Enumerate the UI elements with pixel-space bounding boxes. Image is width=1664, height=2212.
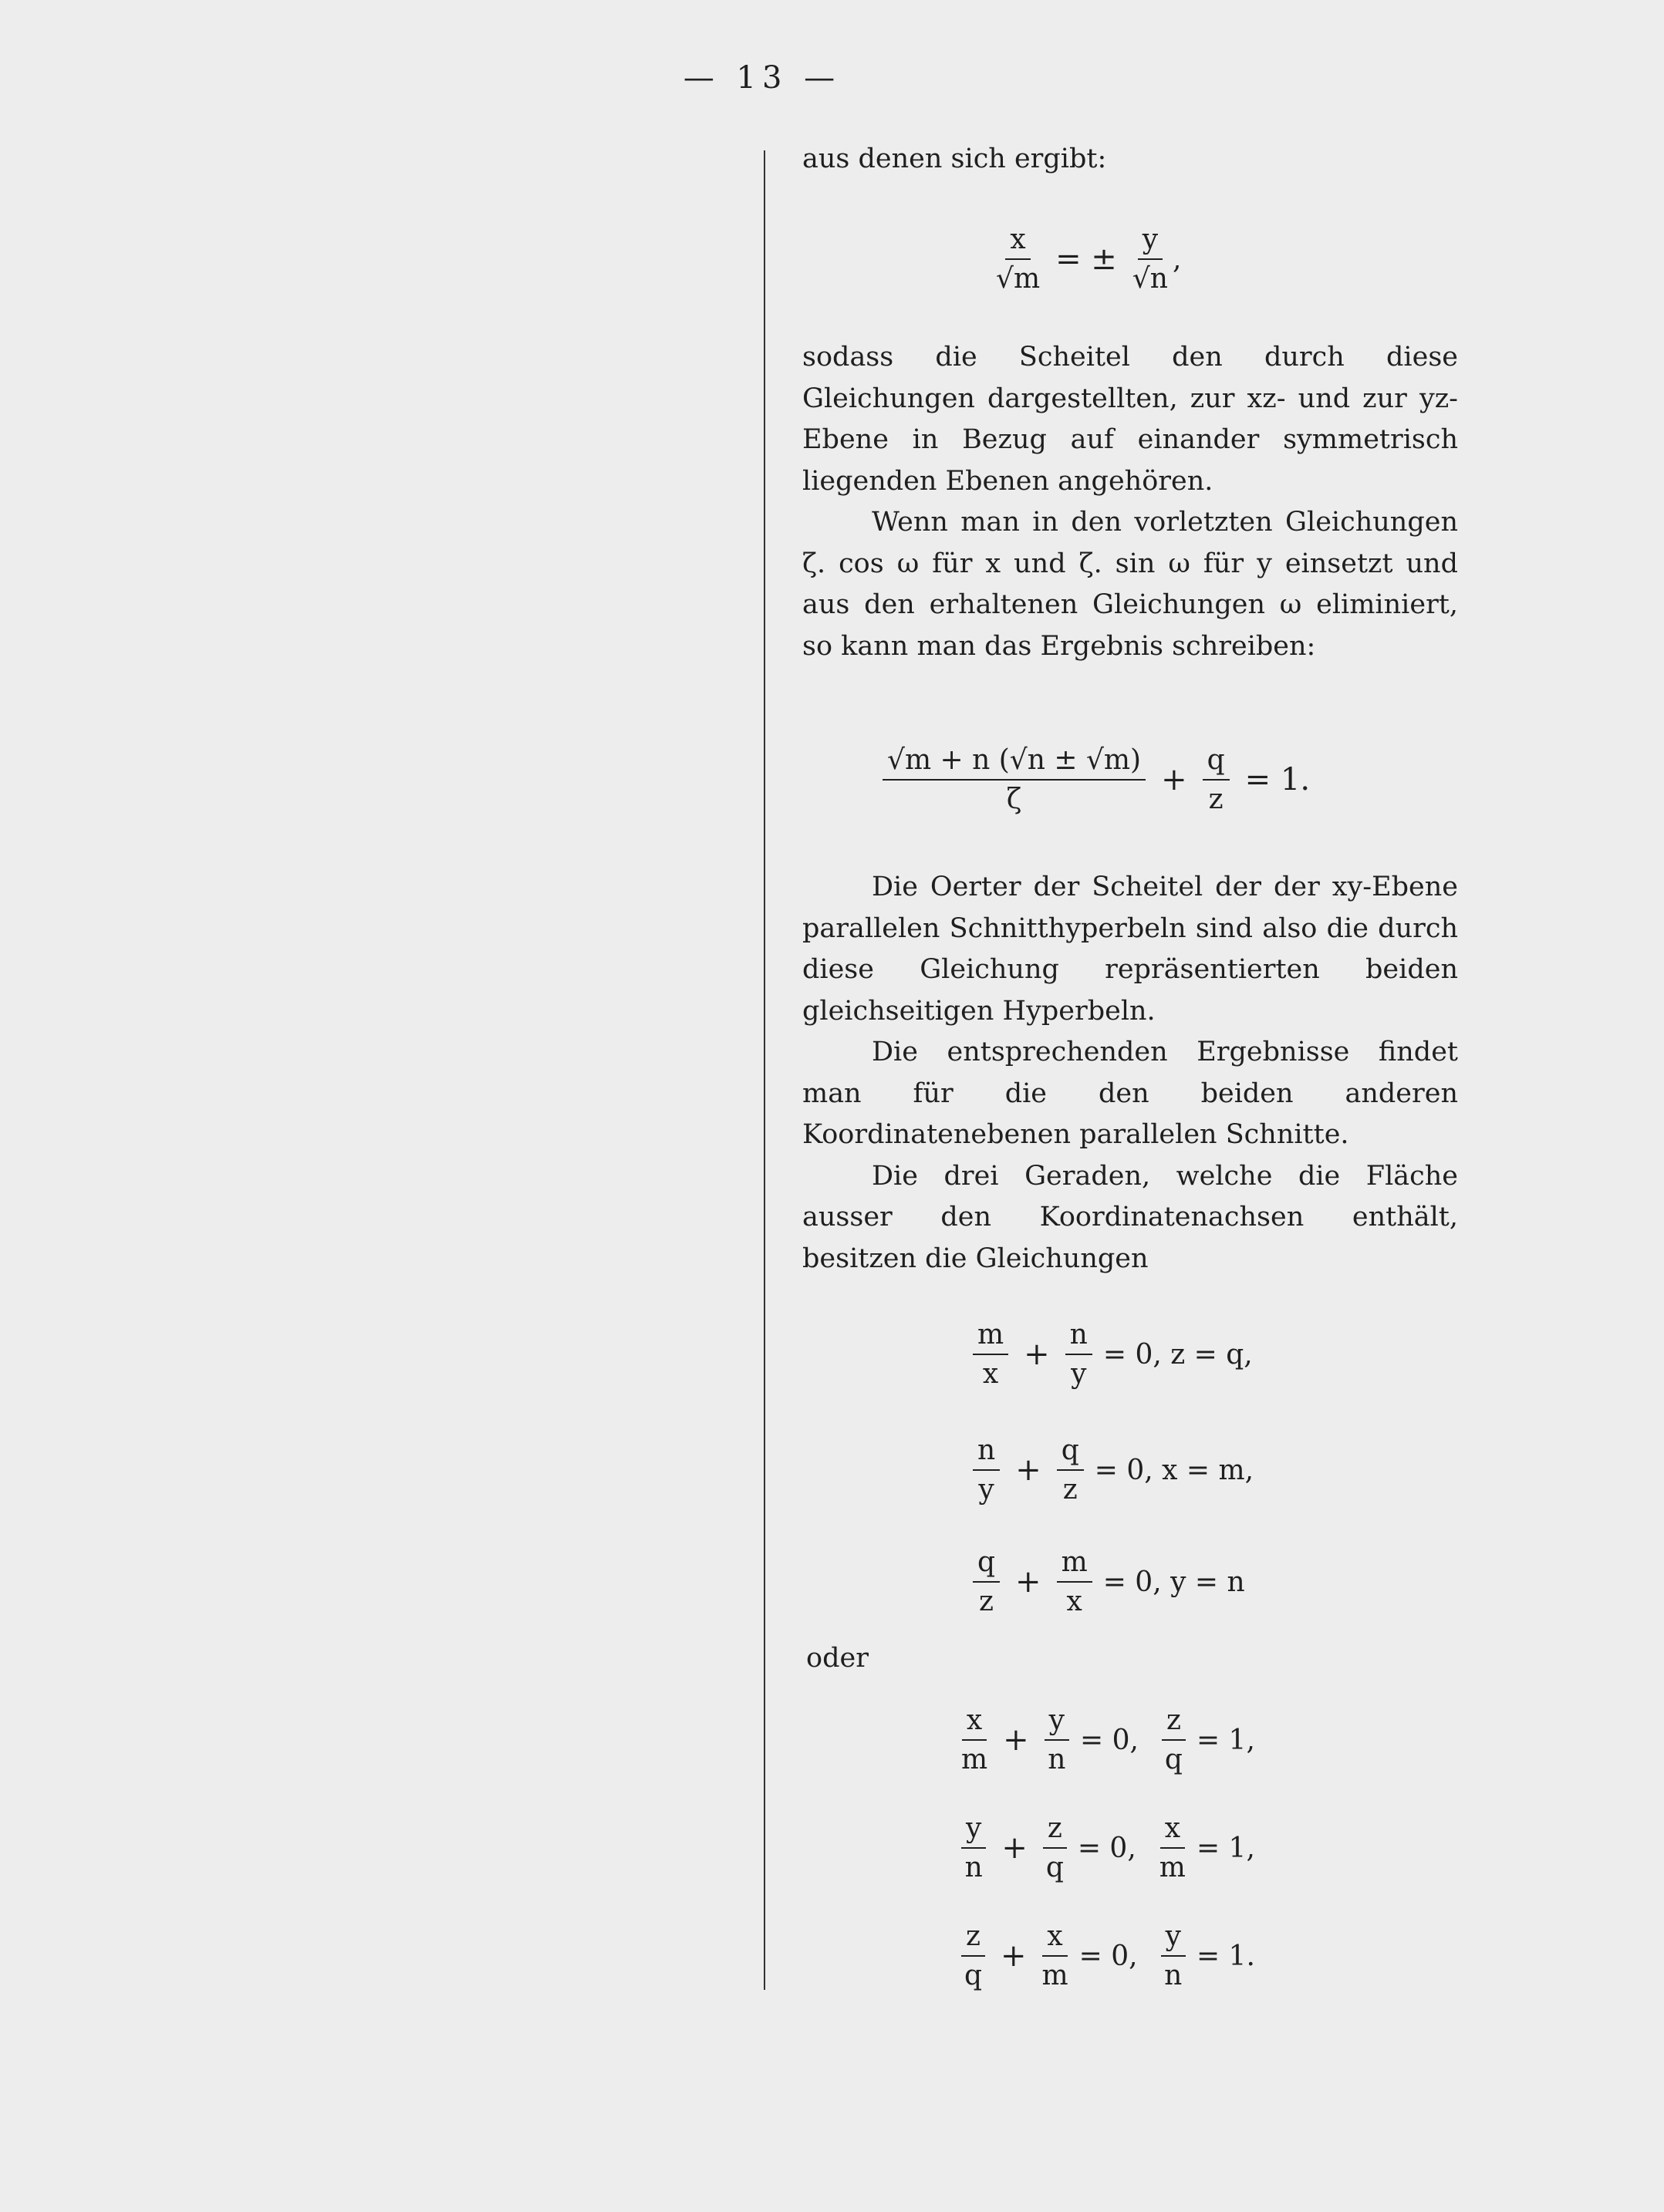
column-rule	[764, 150, 765, 1990]
paragraph-ergebnisse: Die entsprechenden Ergebnisse findet man für die den beiden anderen Koordinatenebenen parallelen Schnitte.	[802, 1037, 1458, 1150]
paragraph-intro: aus denen sich ergibt:	[802, 143, 1107, 174]
equation-2: $\frac{√m + n (√n \pm √m)}{\zeta}$ + $\frac{q}{z}$ = 1.	[878, 744, 1321, 816]
page-number: — 13 —	[683, 60, 842, 96]
fraction: $\frac{y}{√n}$	[1132, 224, 1168, 295]
equation-8: $\frac{z}{q}$ + $\frac{x}{m}$ = 0, $\frac{y}{n}$ = 1.	[957, 1920, 1255, 1992]
fraction: $\frac{q}{z}$	[1203, 744, 1230, 816]
equation-7: $\frac{y}{n}$ + $\frac{z}{q}$ = 0, $\frac{x}{m}$ = 1,	[957, 1812, 1255, 1884]
paragraph-oerter: Die Oerter der Scheitel der der xy-Ebene parallelen Schnitthyperbeln sind also die durch diese Gleichung repräsentierten beiden gleichseitigen Hyperbeln.	[802, 872, 1458, 1027]
label-oder: oder	[806, 1643, 869, 1674]
fraction: $\frac{x}{√m}$	[996, 224, 1041, 295]
text-block-3	[802, 867, 1458, 1280]
fraction: $\frac{√m + n (√n \pm √m)}{\zeta}$	[883, 744, 1146, 816]
paragraph-geraden: Die drei Geraden, welche die Fläche ausser den Koordinatenachsen enthält, besitzen die Gleichungen	[802, 1160, 1458, 1274]
text-block-1	[802, 139, 1458, 180]
bleed-through-page	[69, 131, 733, 1982]
paragraph-scheitel: sodass die Scheitel den durch diese Gleichungen dargestellten, zur xz- und zur yz-Ebene in Bezug auf einander symmetrisch liegenden Ebenen angehören.	[802, 342, 1458, 497]
paragraph-substitution: Wenn man in den vorletzten Gleichungen ζ. cos ω für x und ζ. sin ω für y einsetzt und aus den erhaltenen Gleichungen ω eliminiert, so kann man das Ergebnis schreiben:	[802, 507, 1458, 662]
equation-6: $\frac{x}{m}$ + $\frac{y}{n}$ = 0, $\frac{z}{q}$ = 1,	[961, 1705, 1255, 1776]
equation-1: $\frac{x}{√m}$ = ± $\frac{y}{√n}$ ,	[996, 224, 1182, 295]
text-block-2	[802, 337, 1458, 667]
equation-3: $\frac{m}{x}$ + $\frac{n}{y}$ = 0, z = q,	[968, 1319, 1253, 1391]
equation-5: $\frac{q}{z}$ + $\frac{m}{x}$ = 0, y = n	[968, 1546, 1245, 1618]
equation-4: $\frac{n}{y}$ + $\frac{q}{z}$ = 0, x = m,	[968, 1435, 1254, 1506]
